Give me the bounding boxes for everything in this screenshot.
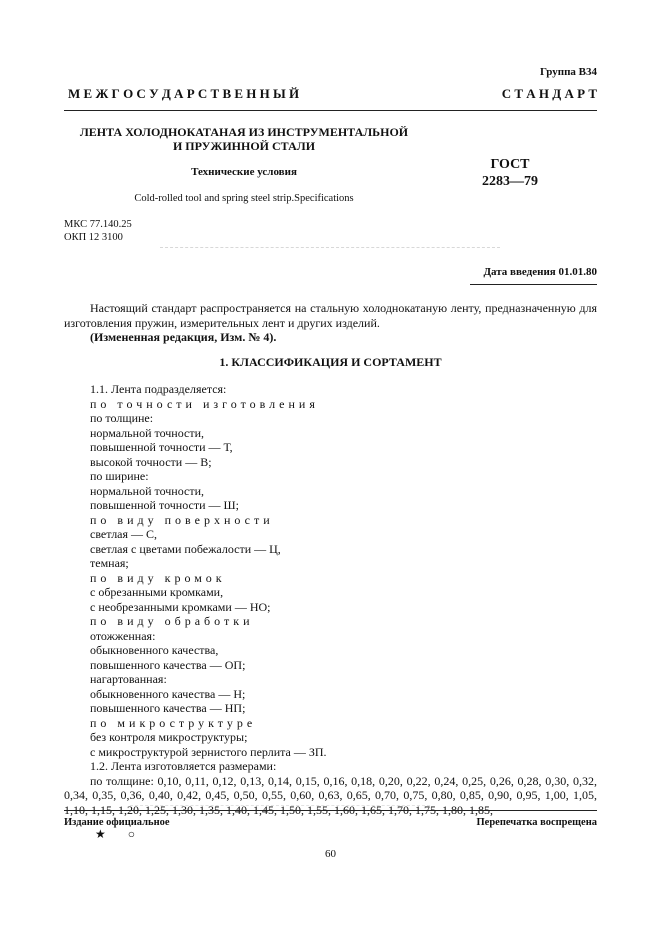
title-line-2: И ПРУЖИННОЙ СТАЛИ [172,139,316,153]
title-line-1: ЛЕНТА ХОЛОДНОКАТАНАЯ ИЗ ИНСТРУМЕНТАЛЬНОЙ [79,125,409,139]
list-item: светлая — С, [90,527,158,541]
list-item: по виду обработки [90,614,254,628]
bottom-rule [64,810,597,811]
gost-label: ГОСТ [490,157,530,172]
gost-designation [470,156,550,190]
edition-marks [95,827,135,842]
list-item: нормальной точности, [90,483,205,498]
gost-number: 2283—79 [482,174,538,189]
english-title: Cold-rolled tool and spring steel strip.Specifications [134,193,354,204]
list-item: отожженная: [90,628,156,643]
introduction-date: Дата введения 01.01.80 [483,266,597,278]
intro-paragraph: Настоящий стандарт распространяется на стальную холоднокатаную ленту, предназначенную для изготовления пружин, измерительных лент и других изделий. [64,301,597,330]
standard-banner [68,86,597,102]
date-underline [470,284,597,285]
reprint-notice: Перепечатка воспрещена [476,817,597,828]
list-item: по толщине: [90,411,154,425]
classification-codes [64,218,132,244]
circle-icon: ○ [127,827,136,841]
section-heading: 1. КЛАССИФИКАЦИЯ И СОРТАМЕНТ [219,354,442,369]
list-item: обыкновенного качества, [90,643,219,657]
list-item: темная; [90,556,129,570]
list-item: с необрезанными кромками — НО; [90,599,271,614]
list-item: по виду кромок [90,570,226,585]
document-title [64,125,424,153]
list-item: без контроля микроструктуры; [90,730,248,744]
list-item: по виду поверхности [90,512,274,527]
list-item: повышенной точности — Т, [90,440,233,454]
amendment-note: (Измененная редакция, Изм. № 4). [90,330,277,344]
official-edition: Издание официальное [64,817,170,828]
document-body [64,301,597,817]
faint-divider-bottom [130,805,430,806]
list-item: 1.2. Лента изготовляется размерами: [90,759,277,773]
list-item: обыкновенного качества — Н; [90,686,246,701]
list-item: по микроструктуре [90,715,257,730]
list-item: с микроструктурой зернистого перлита — ЗП. [90,744,327,759]
list-item: по ширине: [90,469,149,483]
top-rule [64,110,597,111]
page-number: 60 [325,848,336,860]
banner-standard: С Т А Н Д А Р Т [501,86,597,101]
thickness-text: по толщине: 0,10, 0,11, 0,12, 0,13, 0,14, 0,15, 0,16, 0,18, 0,20, 0,22, 0,24, 0,25, 0,26, 0,28, 0,30, 0,32, 0,34, 0,35, 0,36, 0,40, 0,42, 0,45, 0,50, 0,55, 0,60, 0,63, 0,65, 0,70, 0,75, 0,80, 0,85, 0,90, 0,95, 1,00, 1,05, 1,10, 1,15, 1,20, 1,25, 1,30, 1,35, 1,40, 1,45, 1,50, 1,55, 1,60, 1,65, 1,70, 1,75, 1,80, 1,85, [64,773,597,817]
list-item: высокой точности — В; [90,454,212,469]
okp-code: ОКП 12 3100 [64,232,123,243]
faint-divider [160,247,500,248]
list-item: с обрезанными кромками, [90,585,224,599]
mks-code: МКС 77.140.25 [64,219,132,230]
list-item: светлая с цветами побежалости — Ц, [90,541,281,556]
star-icon: ★ [95,827,106,841]
list-item: нагартованная: [90,672,167,686]
document-subtitle: Технические условия [191,166,297,178]
list-item: нормальной точности, [90,425,205,440]
list-item: повышенного качества — НП; [90,701,246,715]
list-item: по точности изготовления [90,396,319,411]
banner-interstate: М Е Ж Г О С У Д А Р С Т В Е Н Н Ы Й [68,86,300,101]
classification-list [64,382,597,774]
list-item: повышенного качества — ОП; [90,657,246,672]
list-item: 1.1. Лента подразделяется: [90,382,227,396]
list-item: повышенной точности — Ш; [90,498,239,512]
group-code: Группа В34 [539,66,597,78]
